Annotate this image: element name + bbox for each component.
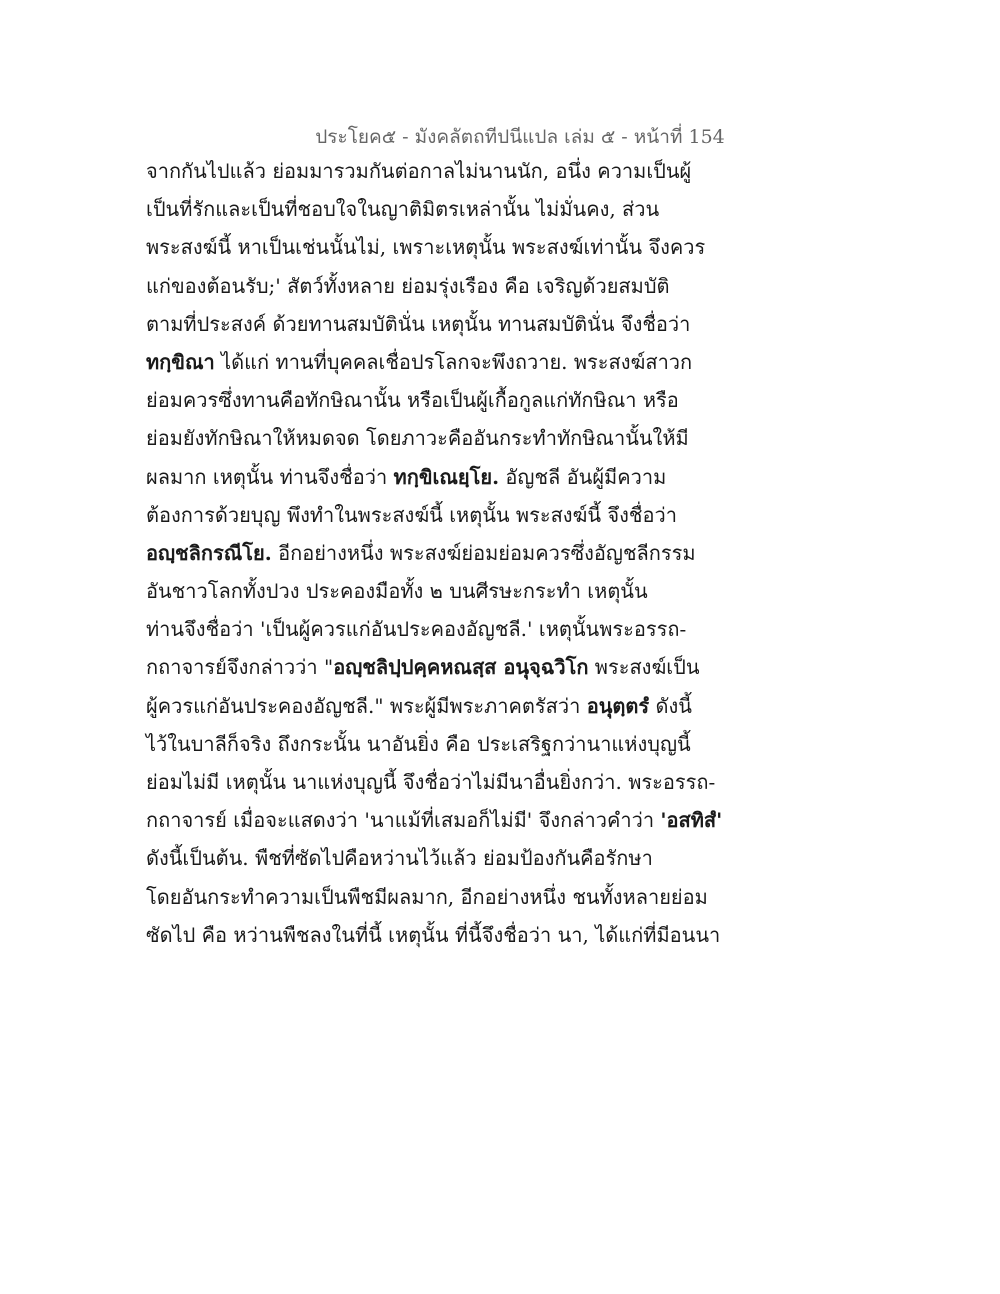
- page-header: [0, 122, 1000, 152]
- text-segment: ผลมาก เหตุนั้น ท่านจึงชื่อว่า: [146, 464, 394, 489]
- text-line: [146, 687, 716, 725]
- text-segment: แก่ของต้อนรับ;' สัตว์ทั้งหลาย ย่อมรุ่งเรือง คือ เจริญด้วยสมบัติ: [146, 273, 670, 298]
- text-line: [146, 305, 716, 343]
- text-segment: ได้แก่ ทานที่บุคคลเชื่อปรโลกจะพึงถวาย. พระสงฆ์สาวก: [214, 349, 693, 374]
- pali-term: อญฺชลิกรณีโย.: [146, 540, 272, 565]
- text-line: [146, 419, 716, 457]
- text-line: [146, 725, 716, 763]
- pali-term: ทกฺขิณา: [146, 349, 215, 374]
- text-segment: ต้องการด้วยบุญ พึงทำในพระสงฆ์นี้ เหตุนั้น พระสงฆ์นี้ จึงชื่อว่า: [146, 502, 677, 527]
- text-segment: อีกอย่างหนึ่ง พระสงฆ์ย่อมย่อมควรซึ่งอัญชลีกรรม: [271, 540, 696, 565]
- text-line: [146, 763, 716, 801]
- text-segment: ไว้ในบาลีก็จริง ถึงกระนั้น นาอันยิ่ง คือ ประเสริฐกว่านาแห่งบุญนี้: [146, 731, 691, 756]
- pali-term: อญฺชลิปฺปคฺคหณสฺส อนุจฺฉวิโก: [333, 655, 589, 680]
- text-segment: ท่านจึงชื่อว่า 'เป็นผู้ควรแก่อันประคองอัญชลี.' เหตุนั้นพระอรรถ-: [146, 617, 687, 642]
- text-segment: กถาจารย์ เมื่อจะแสดงว่า 'นาแม้ที่เสมอก็ไม่มี' จึงกล่าวคำว่า: [146, 808, 661, 833]
- text-line: [146, 152, 716, 190]
- text-line: [146, 534, 716, 572]
- text-segment: โดยอันกระทำความเป็นพืชมีผลมาก, อีกอย่างหนึ่ง ชนทั้งหลายย่อม: [146, 884, 708, 909]
- text-line: [146, 496, 716, 534]
- text-line: [146, 381, 716, 419]
- text-line: [146, 572, 716, 610]
- pali-term: 'อสทิสํ': [660, 808, 723, 833]
- text-line: [146, 267, 716, 305]
- text-line: [146, 916, 721, 954]
- text-line: [146, 839, 716, 877]
- text-segment: ดังนี้เป็นต้น. พืชที่ซัดไปคือหว่านไว้แล้ว ย่อมป้องกันคือรักษา: [146, 846, 653, 871]
- text-segment: พระสงฆ์นี้ หาเป็นเช่นนั้นไม่, เพราะเหตุนั้น พระสงฆ์เท่านั้น จึงควร: [146, 235, 706, 260]
- text-line: [146, 343, 716, 381]
- text-line: [146, 610, 716, 648]
- text-segment: ดังนี้: [649, 693, 692, 718]
- text-segment: ย่อมยังทักษิณาให้หมดจด โดยภาวะคืออันกระทำทักษิณานั้นให้มี: [146, 426, 689, 451]
- text-segment: ย่อมไม่มี เหตุนั้น นาแห่งบุญนี้ จึงชื่อว่าไม่มีนาอื่นยิ่งกว่า. พระอรรถ-: [146, 770, 716, 794]
- pali-term: อนุตฺตรํ: [586, 693, 650, 718]
- text-line: [146, 878, 716, 916]
- text-line: [146, 190, 716, 228]
- text-segment: อันชาวโลกทั้งปวง ประคองมือทั้ง ๒ บนศีรษะกระทำ เหตุนั้น: [146, 579, 648, 604]
- text-segment: ผู้ควรแก่อันประคองอัญชลี." พระผู้มีพระภาคตรัสว่า: [146, 693, 587, 718]
- text-segment: ซัดไป คือ หว่านพืชลงในที่นี้ เหตุนั้น ที่นี้จึงชื่อว่า นา, ได้แก่ที่มีอนนา: [146, 922, 721, 947]
- text-segment: กถาจารย์จึงกล่าวว่า ": [146, 655, 334, 680]
- text-line: [146, 801, 723, 839]
- body-text: [146, 152, 723, 954]
- page-header-text: ประโยค๕ - มังคลัตถทีปนีแปล เล่ม ๕ - หน้าที่ 154: [315, 126, 725, 148]
- text-segment: อัญชลี อันผู้มีความ: [499, 464, 667, 489]
- text-line: [146, 648, 716, 686]
- text-segment: ตามที่ประสงค์ ด้วยทานสมบัตินั่น เหตุนั้น ทานสมบัตินั่น จึงชื่อว่า: [146, 311, 691, 336]
- text-segment: ย่อมควรซึ่งทานคือทักษิณานั้น หรือเป็นผู้เกื้อกูลแก่ทักษิณา หรือ: [146, 388, 679, 413]
- text-segment: จากกันไปแล้ว ย่อมมารวมกันต่อกาลไม่นานนัก, อนึ่ง ความเป็นผู้: [146, 159, 692, 183]
- text-line: [146, 458, 716, 496]
- text-line: [146, 228, 716, 266]
- pali-term: ทกฺขิเณยฺโย.: [393, 464, 500, 489]
- text-segment: เป็นที่รักและเป็นที่ชอบใจในญาติมิตรเหล่านั้น ไม่มั่นคง, ส่วน: [146, 197, 660, 222]
- text-segment: พระสงฆ์เป็น: [588, 655, 700, 680]
